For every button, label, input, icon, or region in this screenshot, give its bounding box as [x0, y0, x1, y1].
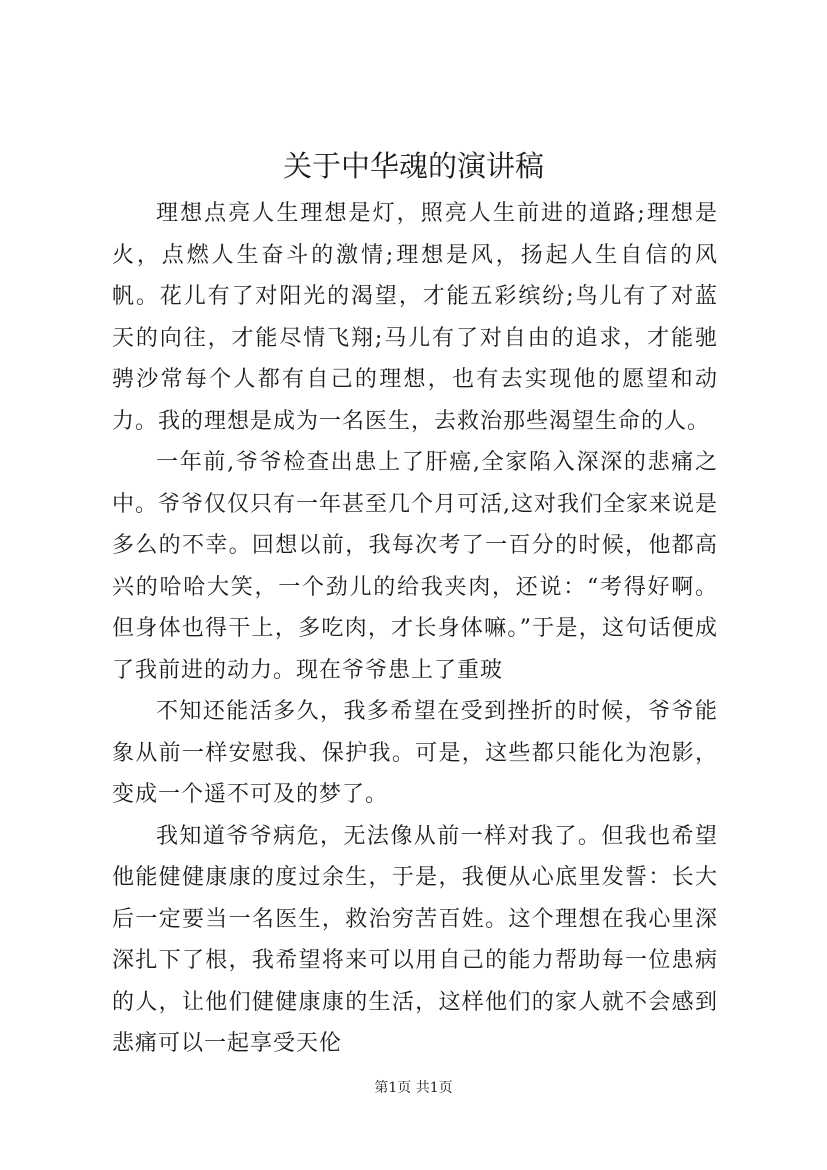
paragraph-3: 不知还能活多久，我多希望在受到挫折的时候，爷爷能象从前一样安慰我、保护我。可是，这些都只能化为泡影，变成一个遥不可及的梦了。 [112, 699, 718, 807]
paragraph-4: 我知道爷爷病危，无法像从前一样对我了。但我也希望他能健健康康的度过余生，于是，我便从心底里发誓：长大后一定要当一名医生，救治穷苦百姓。这个理想在我心里深深扎下了根，我希望将来可以用自己的能力帮助每一位患病的人，让他们健健康康的生活，这样他们的家人就不会感到悲痛可以一起享受天伦 [112, 823, 718, 1056]
paragraph-2: 一年前,爷爷检查出患上了肝癌,全家陷入深深的悲痛之中。爷爷仅仅只有一年甚至几个月可活,这对我们全家来说是多么的不幸。回想以前，我每次考了一百分的时候，他都高兴的哈哈大笑，一个劲儿的给我夹肉，还说：“考得好啊。但身体也得干上，多吃肉，才长身体嘛。”于是，这句话便成了我前进的动力。现在爷爷患上了重玻 [112, 450, 718, 683]
page-number-footer: 第1页 共1页 [374, 1080, 453, 1096]
document-title: 关于中华魂的演讲稿 [282, 149, 544, 183]
document-body [112, 193, 718, 1065]
paragraph-1: 理想点亮人生理想是灯，照亮人生前进的道路;理想是火，点燃人生奋斗的激情;理想是风，扬起人生自信的风帆。花儿有了对阳光的渴望，才能五彩缤纷;鸟儿有了对蓝天的向往，才能尽情飞翔;马儿有了对自由的追求，才能驰骋沙常每个人都有自己的理想，也有去实现他的愿望和动力。我的理想是成为一名医生，去救治那些渴望生命的人。 [112, 201, 718, 434]
